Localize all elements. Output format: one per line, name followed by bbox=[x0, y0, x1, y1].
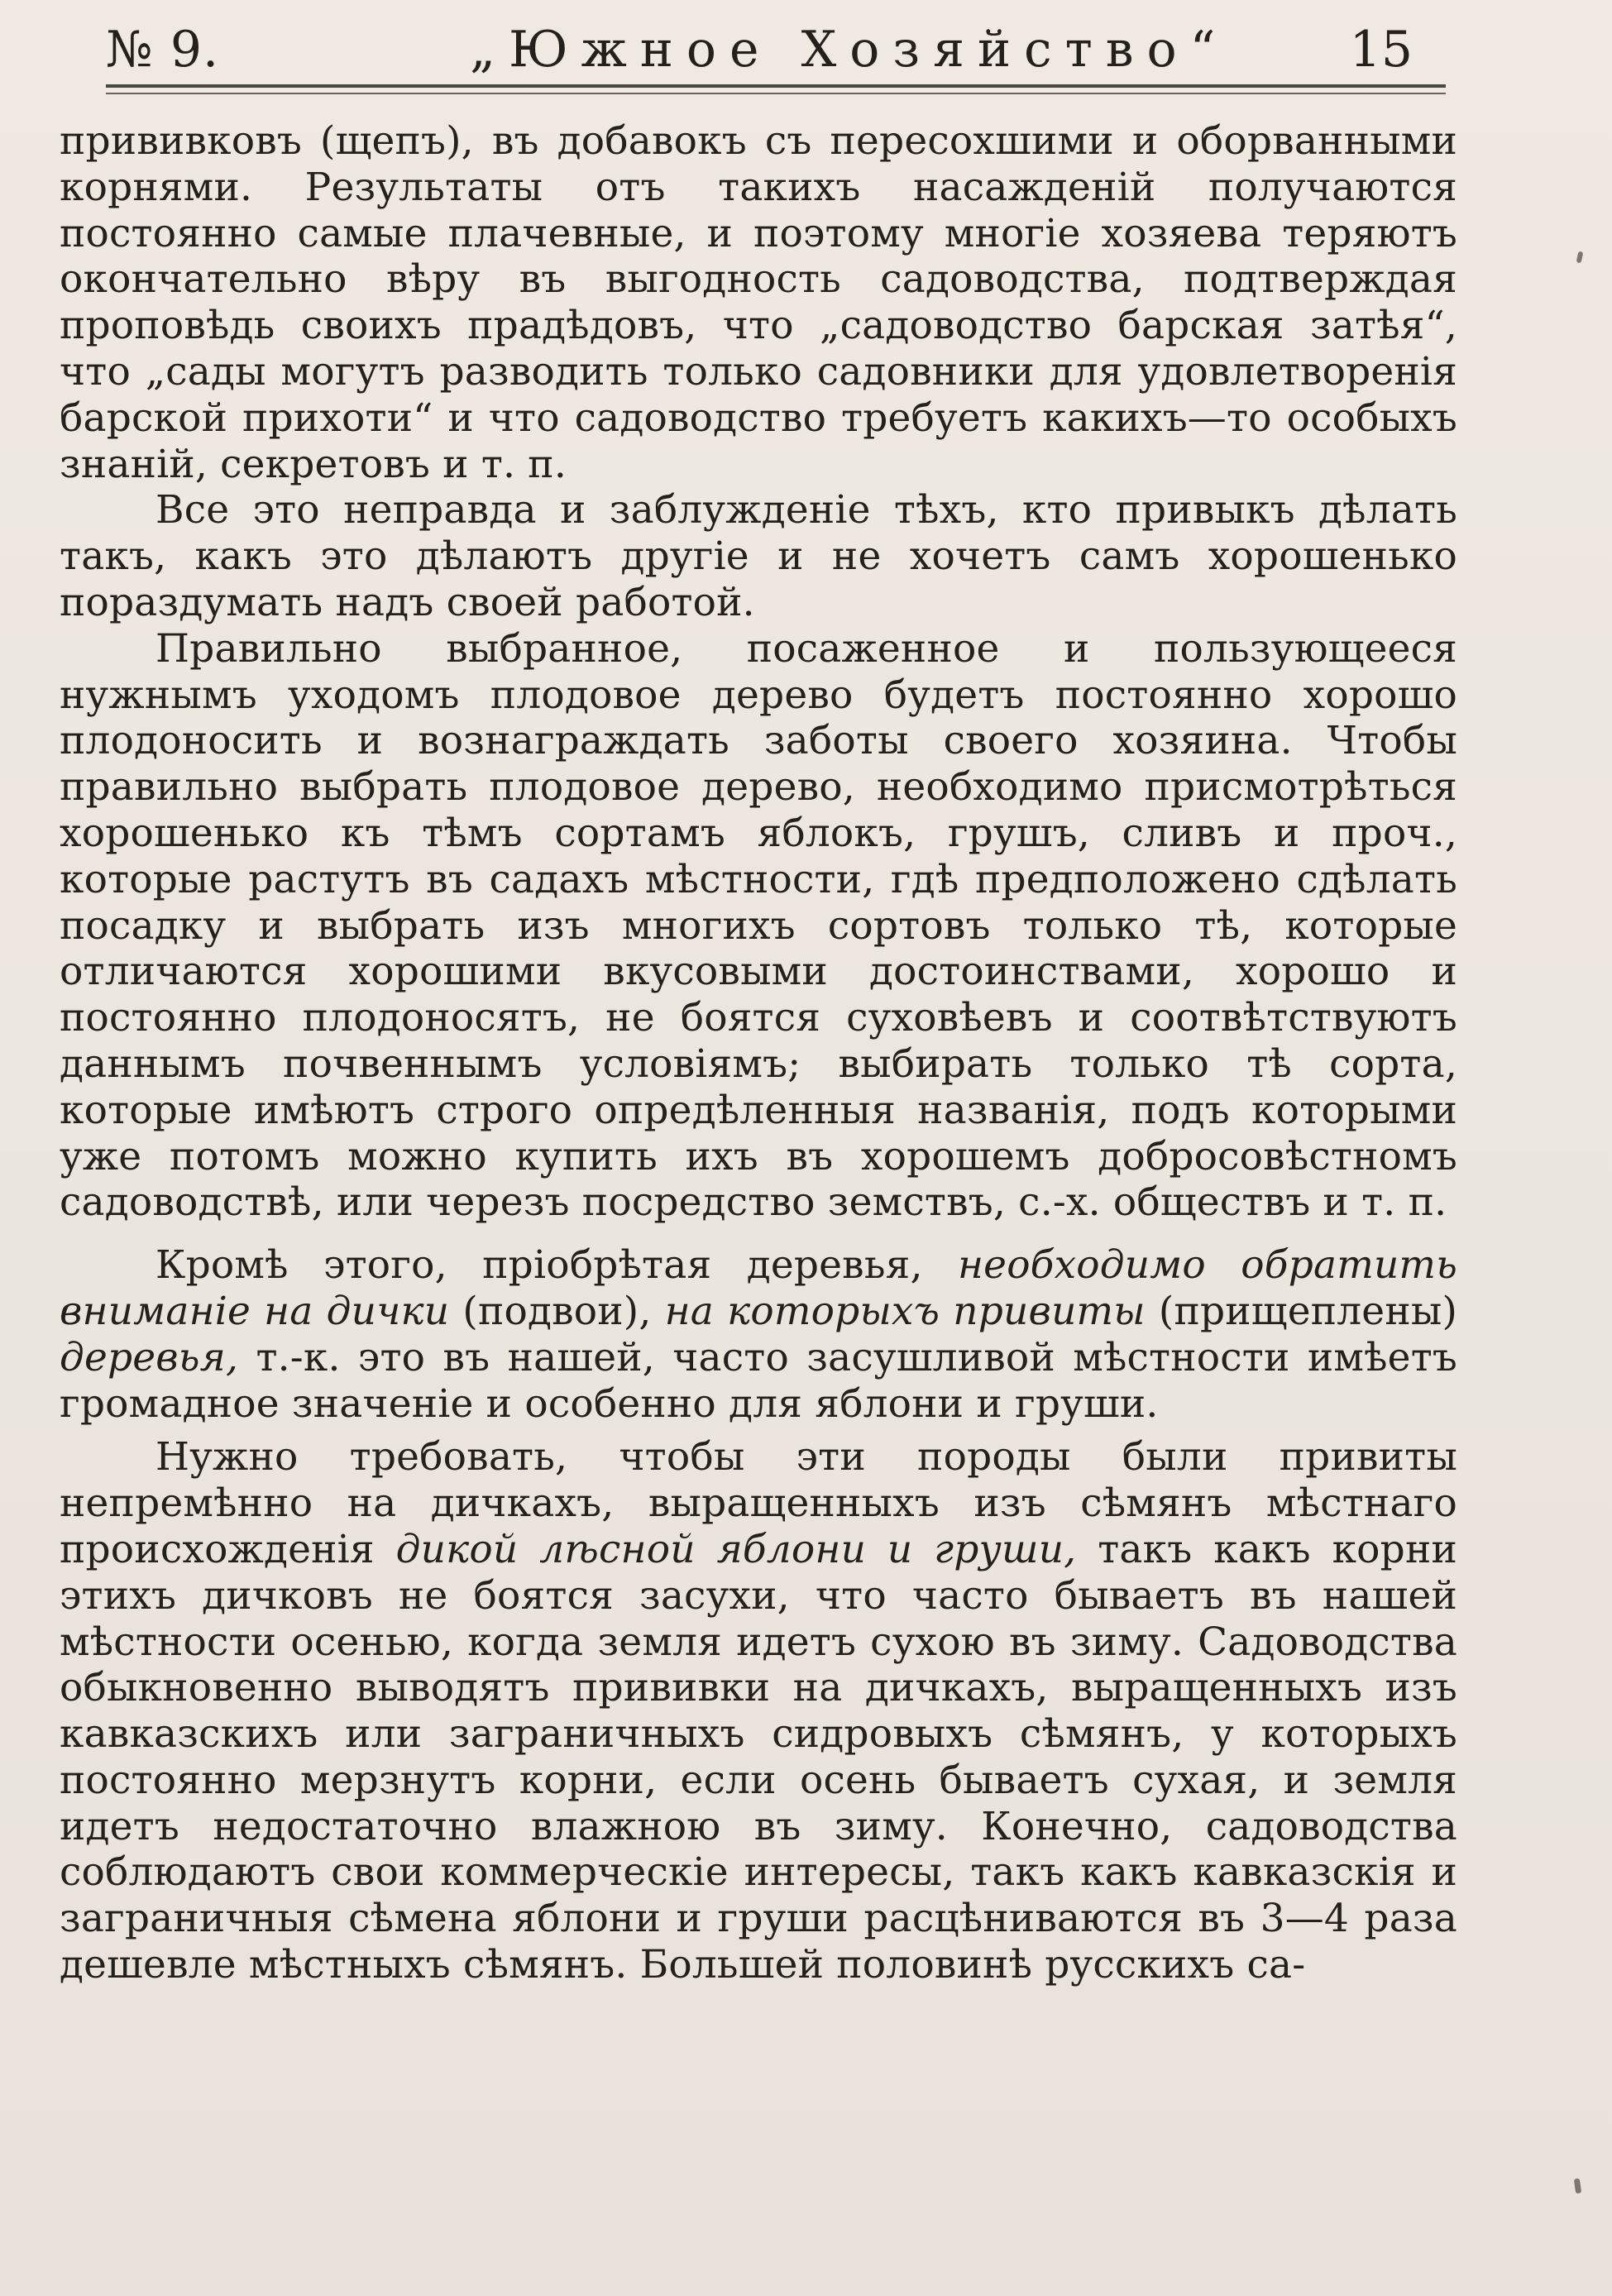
paragraph-4-emphasis-a: необходимо обратить вниманіе на дички bbox=[60, 1242, 1457, 1334]
paragraph-2: Все это неправда и заблужденіе тѣхъ, кто привыкъ дѣлать такъ, какъ это дѣлаютъ другіе и не хочетъ самъ хорошенько пораздумать надъ своей работой. bbox=[60, 487, 1457, 625]
scan-speck bbox=[1576, 251, 1584, 264]
paragraph-1: прививковъ (щепъ), въ добавокъ съ пересохшими и оборванными корнями. Результаты отъ такихъ насажденій получаются постоянно самые плачевные, и поэтому многіе хозяева теряютъ окончательно вѣру въ выгодность садоводства, подтверждая проповѣдь своихъ прадѣдовъ, что „садоводство барская затѣя“, что „сады могутъ разводить только садовники для удовлетворенія барской прихоти“ и что садоводство требуетъ какихъ—то особыхъ знаній, секретовъ и т. п. bbox=[60, 118, 1457, 487]
article-body bbox=[60, 118, 1457, 1988]
page-number: 15 bbox=[1349, 21, 1413, 79]
paragraph-4-text-b: (подвои), bbox=[449, 1288, 665, 1334]
paragraph-5 bbox=[60, 1434, 1457, 1988]
scan-speck bbox=[1574, 2179, 1581, 2194]
issue-number: № 9. bbox=[106, 21, 220, 79]
paragraph-4-text-d: т.-к. это въ нашей, часто засушливой мѣстности имѣетъ громадное значеніе и особенно для яблони и груши. bbox=[60, 1334, 1457, 1427]
paragraph-4 bbox=[60, 1242, 1457, 1427]
paragraph-5-text-b: такъ какъ корни этихъ дичковъ не боятся засухи, что часто бываетъ въ нашей мѣстности осенью, когда земля идетъ сухою въ зиму. Садоводства обыкновенно выводятъ прививки на дичкахъ, выращенныхъ изъ кавказскихъ или заграничныхъ сидровыхъ сѣмянъ, у которыхъ постоянно мерзнутъ корни, если осень бываетъ сухая, и земля идетъ недостаточно влажною въ зиму. Конечно, садоводства соблюдаютъ свои коммерческіе интересы, такъ какъ кавказскія и заграничныя сѣмена яблони и груши расцѣниваются въ 3—4 раза дешевле мѣстныхъ сѣмянъ. Большей половинѣ русскихъ са- bbox=[60, 1526, 1457, 1988]
header-rule-secondary bbox=[106, 93, 1446, 94]
paragraph-3: Правильно выбранное, посаженное и пользующееся нужнымъ уходомъ плодовое дерево будетъ постоянно хорошо плодоносить и вознаграждать заботы своего хозяина. Чтобы правильно выбрать плодовое дерево, необходимо присмотрѣться хорошенько къ тѣмъ сортамъ яблокъ, грушъ, сливъ и проч., которые растутъ въ садахъ мѣстности, гдѣ предположено сдѣлать посадку и выбрать изъ многихъ сортовъ только тѣ, которые отличаются хорошими вкусовыми достоинствами, хорошо и постоянно плодоносятъ, не боятся суховѣевъ и соотвѣтствуютъ даннымъ почвеннымъ условіямъ; выбирать только тѣ сорта, которые имѣютъ строго опредѣленныя названія, подъ которыми уже потомъ можно купить ихъ въ хорошемъ добросовѣстномъ садоводствѣ, или черезъ посредство земствъ, с.-х. обществъ и т. п. bbox=[60, 625, 1457, 1226]
paragraph-4-emphasis-b: на которыхъ привиты bbox=[664, 1288, 1146, 1334]
journal-title: „Южное Хозяйство“ bbox=[470, 21, 1229, 79]
header-rule bbox=[106, 84, 1446, 88]
running-header bbox=[106, 21, 1446, 91]
paragraph-5-emphasis: дикой лѣсной яблони и груши, bbox=[395, 1526, 1077, 1572]
paragraph-4-text-c: (прищеплены) bbox=[1145, 1288, 1457, 1334]
paragraph-5-text-a: Нужно требовать, чтобы эти породы были привиты непремѣнно на дичкахъ, выращенныхъ изъ сѣмянъ мѣстнаго происхожденія bbox=[60, 1434, 1457, 1572]
paragraph-4-text-a: Кромѣ этого, пріобрѣтая деревья, bbox=[155, 1242, 959, 1289]
paragraph-4-emphasis-c: деревья, bbox=[60, 1334, 239, 1380]
